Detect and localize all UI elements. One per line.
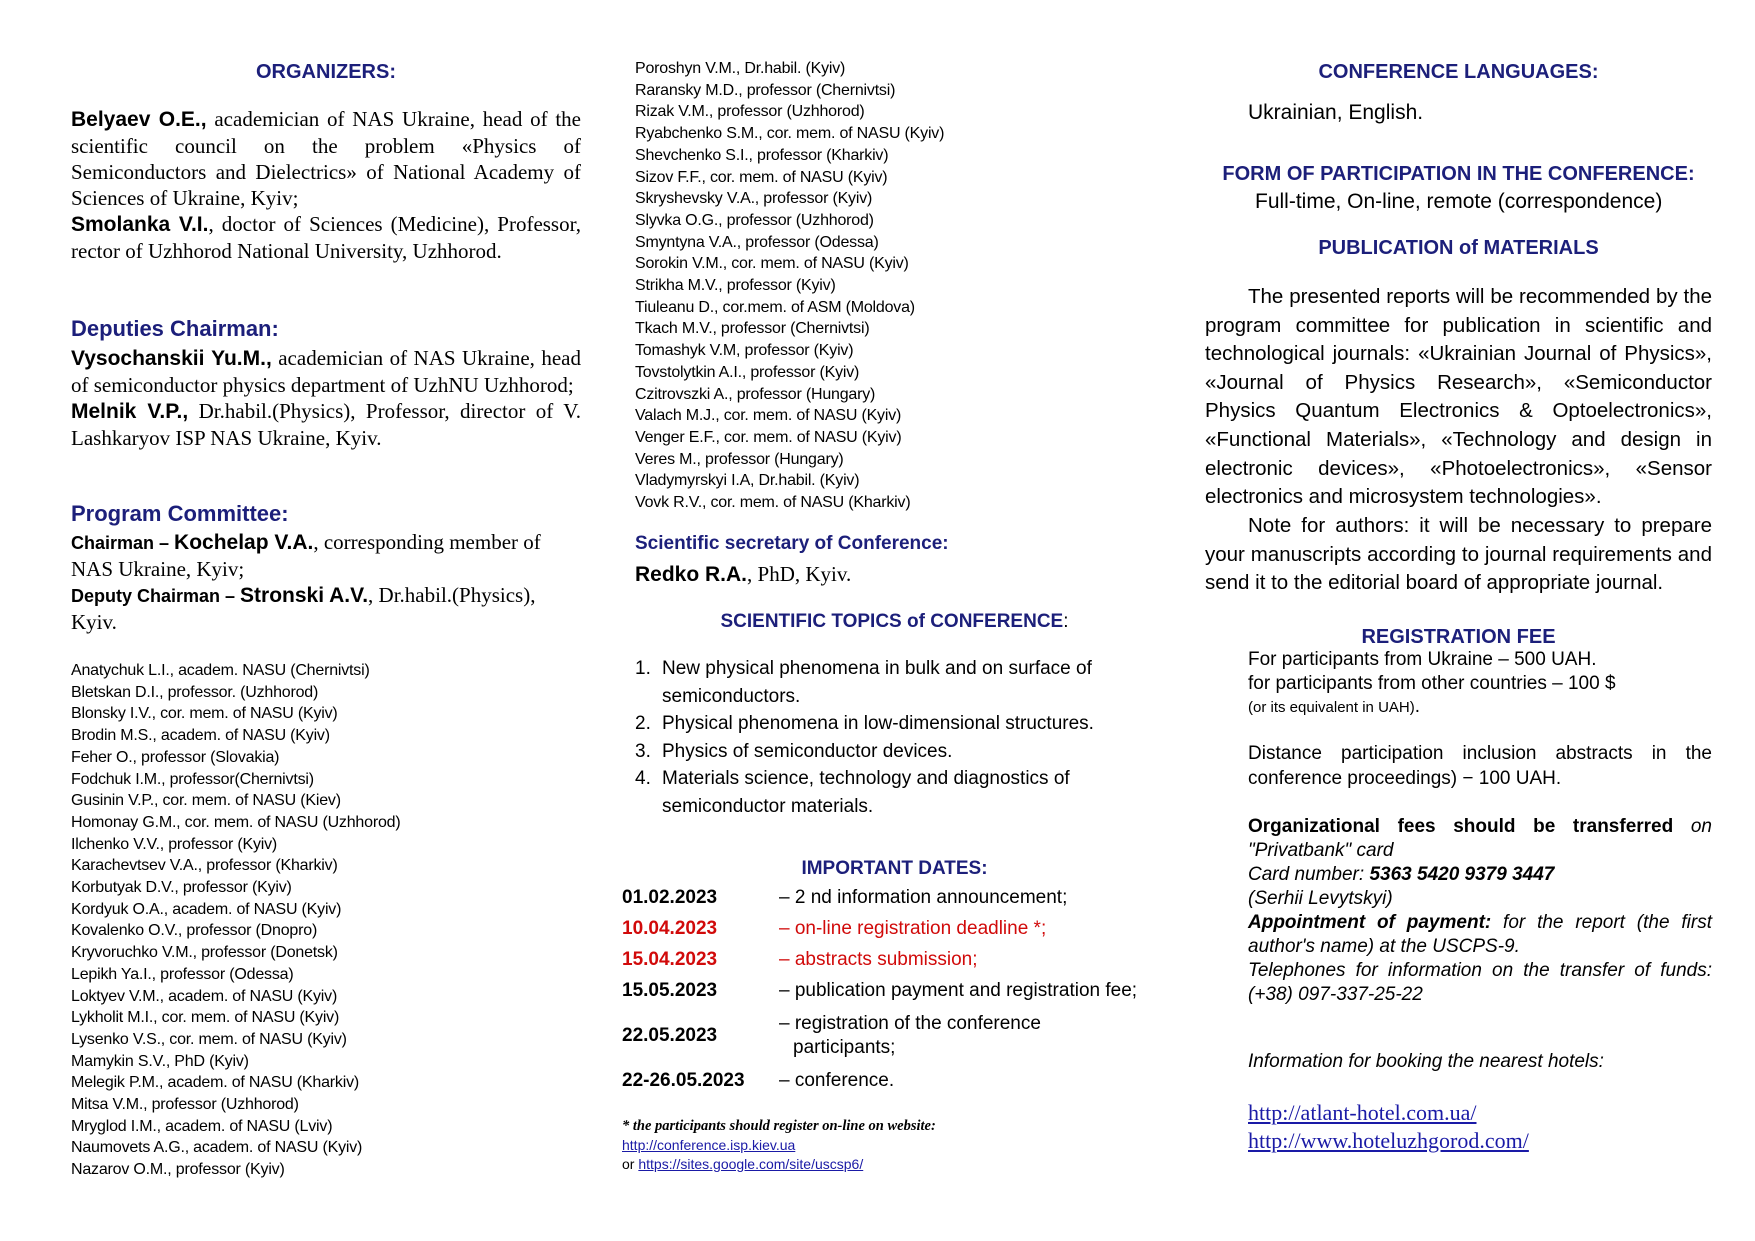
card-number: 5363 5420 9379 3447 [1369,864,1555,885]
committee-member: Naumovets A.G., academ. of NASU (Kyiv) [71,1139,363,1157]
deputy-chairman-role: Deputy Chairman – [71,586,241,606]
topic-item [635,710,1155,738]
date-row [622,1006,1167,1065]
committee-member: Mryglod I.M., academ. of NASU (Lviv) [71,1117,333,1135]
chairman-line [71,529,581,582]
date-description-line-1: – publication payment and registration fee; [779,979,1138,1001]
deputy-chairman-desc: , Dr.habil.(Physics), Kyiv. [71,583,536,634]
dates-table [622,882,1167,1096]
committee-member: Karachevtsev V.A., professor (Kharkiv) [71,857,338,875]
deputies-list [71,345,581,451]
fee-equivalent-dot: . [1414,696,1421,717]
committee-member: Nazarov O.M., professor (Kyiv) [71,1161,285,1179]
appointment-text: for the report (the first author's name) at the USCPS-9. [1248,912,1712,957]
committee-member: Lykholit M.I., cor. mem. of NASU (Kyiv) [71,1009,340,1027]
participation-title: FORM OF PARTICIPATION IN THE CONFERENCE: [1222,163,1695,185]
committee-member: Feher O., professor (Slovakia) [71,748,280,766]
committee-member: Fodchuk I.M., professor(Chernivtsi) [71,770,314,788]
date-description [779,917,1046,941]
secretary-name: Redko R.A. [635,563,748,586]
hotels-title: Information for booking the nearest hotels: [1248,1051,1604,1072]
committee-member: Vovk R.V., cor. mem. of NASU (Kharkiv) [635,494,911,512]
committee-member: Czitrovszki A., professor (Hungary) [635,385,876,403]
committee-member: Anatychuk L.I., academ. NASU (Chernivtsi) [71,662,370,679]
committee-member: Strikha M.V., professor (Kyiv) [635,277,836,295]
card-holder: (Serhii Levytskyi) [1248,888,1393,909]
topic-line-2: semiconductors. [662,685,801,707]
registration-link-1[interactable]: http://conference.isp.kiev.ua [622,1137,796,1153]
registration-note: * the participants should register on-line on website: [622,1118,936,1134]
topics-title: SCIENTIFIC TOPICS of CONFERENCE [720,611,1064,632]
date-value: 01.02.2023 [622,886,718,908]
topic-item [635,765,1155,820]
committee-member: Tiuleanu D., cor.mem. of ASM (Moldova) [635,298,915,316]
fee-distance: Distance participation inclusion abstracts in the conference proceedings) − 100 UAH. [1248,743,1712,789]
deputy-chairman-name: Stronski A.V. [240,584,369,607]
registration-link-2[interactable]: https://sites.google.com/site/uscsp6/ [638,1156,864,1172]
deputy-1 [71,345,581,398]
date-row [622,975,1167,1006]
telephones: Telephones for information on the transfer of funds: (+38) 097-337-25-22 [1248,960,1712,1005]
date-description-line-2: participants; [793,1036,896,1058]
committee-member: Slyvka O.G., professor (Uzhhorod) [635,211,874,229]
committee-members-list-1 [71,660,581,1181]
committee-member: Venger E.F., cor. mem. of NASU (Kyiv) [635,428,902,446]
languages-text: Ukrainian, English. [1248,101,1424,124]
committee-member: Lepikh Ya.I., professor (Odessa) [71,965,294,983]
chairman-role: Chairman – [71,533,175,553]
committee-member: Kryvoruchko V.M., professor (Donetsk) [71,944,338,962]
secretary-desc: , PhD, Kyiv. [747,562,852,586]
date-row [622,882,1167,913]
topic-number: 1. [635,658,651,679]
topics-colon: : [1063,611,1069,632]
date-description [779,1069,894,1093]
date-value: 15.04.2023 [622,948,718,970]
committee-member: Homonay G.M., cor. mem. of NASU (Uzhhorod) [71,813,401,831]
secretary-line [635,562,851,587]
topic-number: 3. [635,740,651,762]
fee-equivalent: (or its equivalent in UAH) [1248,699,1415,716]
fee-title: REGISTRATION FEE [1361,626,1556,648]
committee-member: Brodin M.S., academ. of NASU (Kyiv) [71,727,330,745]
program-committee-title: Program Committee: [71,501,289,526]
dates-title: IMPORTANT DATES: [801,858,988,879]
deputy-2 [71,398,581,451]
topic-line-1: Physics of semiconductor devices. [662,740,953,762]
committee-member: Kovalenko O.V., professor (Dnopro) [71,922,318,940]
topic-line-1: Materials science, technology and diagnostics of [662,768,1070,789]
payment-transfer-italic: on "Privatbank" card [1248,816,1712,861]
hotel-link-1[interactable]: http://atlant-hotel.com.ua/ [1248,1100,1477,1125]
appointment-label: Appointment of payment: [1248,912,1492,933]
topic-item [635,738,1155,766]
committee-member: Mamykin S.V., PhD (Kyiv) [71,1052,249,1070]
committee-member: Melegik P.M., academ. of NASU (Kharkiv) [71,1074,360,1092]
fee-other: for participants from other countries – 100 $ [1248,673,1616,694]
date-description-line-1: – on-line registration deadline *; [779,917,1047,939]
committee-member: Rizak V.M., professor (Uzhhorod) [635,103,865,121]
publication-title: PUBLICATION of MATERIALS [1318,237,1599,259]
chairman-desc: , corresponding member of NAS Ukraine, Kyiv; [71,530,541,581]
date-description [779,948,978,972]
registration-link-2-line [622,1156,863,1172]
committee-member: Blonsky I.V., cor. mem. of NASU (Kyiv) [71,705,338,723]
participation-text: Full-time, On-line, remote (correspondence) [1255,190,1663,213]
committee-member: Lysenko V.S., cor. mem. of NASU (Kyiv) [71,1030,347,1048]
date-row [622,913,1167,944]
topic-line-1: Physical phenomena in low-dimensional structures. [662,713,1094,734]
topic-number: 2. [635,713,651,734]
program-committee-chairs [71,529,581,635]
topic-item [635,655,1155,710]
date-description [779,886,1067,910]
committee-member: Smyntyna V.A., professor (Odessa) [635,233,879,251]
organizer-2 [71,211,581,264]
committee-member: Sizov F.F., cor. mem. of NASU (Kyiv) [635,168,888,186]
topics-title-line [622,611,1167,633]
organizer-1-desc: academician of NAS Ukraine, head of the scientific council on the problem «Physics of Semiconductors and Dielectrics» of National Academy of Sciences of Ukraine, Kyiv; [71,107,582,210]
fee-ukraine: For participants from Ukraine – 500 UAH. [1248,649,1597,670]
committee-member: Tkach M.V., professor (Chernivtsi) [635,320,870,338]
date-description [779,1012,1041,1060]
topic-text [662,710,1094,738]
deputy-2-desc: Dr.habil.(Physics), Professor, director of V. Lashkaryov ISP NAS Ukraine, Kyiv. [71,399,581,450]
committee-member: Veres M., professor (Hungary) [635,450,844,468]
card-number-line [1248,863,1712,887]
topic-text [662,765,1070,820]
deputy-1-desc: academician of NAS Ukraine, head of semiconductor physics department of UzhNU Uzhhorod; [71,346,581,397]
deputies-title: Deputies Chairman: [71,316,279,341]
committee-member: Bletskan D.I., professor. (Uzhhorod) [71,683,319,701]
topic-text [662,655,1092,710]
chairman-name: Kochelap V.A. [174,531,314,554]
date-value: 22.05.2023 [622,1024,718,1046]
topic-line-2: semiconductor materials. [662,795,874,817]
payment-info [1248,815,1712,1007]
organizer-1-name: Belyaev O.E., [71,108,207,131]
committee-member: Sorokin V.M., cor. mem. of NASU (Kyiv) [635,255,909,273]
committee-member: Loktyev V.M., academ. of NASU (Kyiv) [71,987,338,1005]
committee-member: Tovstolytkin A.I., professor (Kyiv) [635,363,860,381]
publication-para-1: The presented reports will be recommended by the program committee for publication in scientific and technological journals: «Ukrainian Journal of Physics», «Journal of Physics Research», «Semiconductor Physics Quantum Electronics & Optoelectronics», «Functional Materials», «Technology and design in electronic devices», «Photoelectronics», «Sensor electronics and microsystem technologies». [1205,285,1712,509]
deputy-1-name: Vysochanskii Yu.M., [71,347,272,370]
committee-member: Raransky M.D., professor (Chernivtsi) [635,81,896,99]
organizer-2-name: Smolanka V.I. [71,213,209,236]
appointment-line [1248,911,1712,959]
fee-equivalent-line [1248,696,1712,719]
deputy-chairman-line [71,582,581,635]
topic-text [662,738,952,766]
topics-list [635,655,1155,820]
committee-member: Skryshevsky V.A., professor (Kyiv) [635,190,873,208]
registration-link-1-line [622,1137,795,1153]
committee-member: Ryabchenko S.M., cor. mem. of NASU (Kyiv) [635,125,945,143]
hotel-link-2[interactable]: http://www.hoteluzhgorod.com/ [1248,1128,1529,1153]
date-value: 10.04.2023 [622,917,718,939]
organizer-2-desc: , doctor of Sciences (Medicine), Professor, rector of Uzhhorod National University, Uzhhorod. [71,212,582,263]
committee-member: Valach M.J., cor. mem. of NASU (Kyiv) [635,407,902,425]
deputy-2-name: Melnik V.P., [71,400,189,423]
fee-block [1248,648,1712,719]
committee-member: Tomashyk V.M, professor (Kyiv) [635,342,854,360]
topic-number: 4. [635,768,651,789]
committee-member: Kordyuk O.A., academ. of NASU (Kyiv) [71,900,342,918]
date-row [622,1065,1167,1096]
date-row [622,944,1167,975]
secretary-title: Scientific secretary of Conference: [635,533,949,554]
committee-member: Shevchenko S.I., professor (Kharkiv) [635,146,889,164]
hotels-links [1248,1099,1529,1155]
committee-member: Ilchenko V.V., professor (Kyiv) [71,835,278,853]
date-description-line-1: – abstracts submission; [779,948,978,970]
payment-transfer-bold: Organizational fees should be transferred [1248,816,1674,837]
date-description-line-1: – conference. [779,1069,895,1091]
date-value: 15.05.2023 [622,979,718,1001]
payment-transfer-line [1248,815,1712,863]
date-description-line-1: – registration of the conference [779,1012,1041,1034]
date-description-line-1: – 2 nd information announcement; [779,886,1068,908]
or-text: or [622,1156,639,1172]
committee-member: Gusinin V.P., cor. mem. of NASU (Kiev) [71,792,341,810]
organizers-title: ORGANIZERS: [256,61,396,83]
committee-member: Vladymyrskyi I.A, Dr.habil. (Kyiv) [635,472,860,490]
committee-members-list-2 [635,58,1155,514]
committee-member: Poroshyn V.M., Dr.habil. (Kyiv) [635,60,846,77]
date-value: 22-26.05.2023 [622,1069,745,1091]
hotel-link-1-line [1248,1099,1529,1127]
topic-line-1: New physical phenomena in bulk and on surface of [662,658,1092,679]
committee-member: Korbutyak D.V., professor (Kyiv) [71,879,292,897]
languages-title: CONFERENCE LANGUAGES: [1318,61,1599,83]
organizer-1 [71,106,581,211]
committee-member: Mitsa V.M., professor (Uzhhorod) [71,1096,299,1114]
card-label: Card number: [1248,864,1370,885]
hotel-link-2-line [1248,1127,1529,1155]
date-description [779,979,1137,1003]
organizers-list [71,106,581,264]
publication-para-2: Note for authors: it will be necessary to prepare your manuscripts according to journal requirements and send it to the editorial board of appropriate journal. [1205,514,1712,595]
